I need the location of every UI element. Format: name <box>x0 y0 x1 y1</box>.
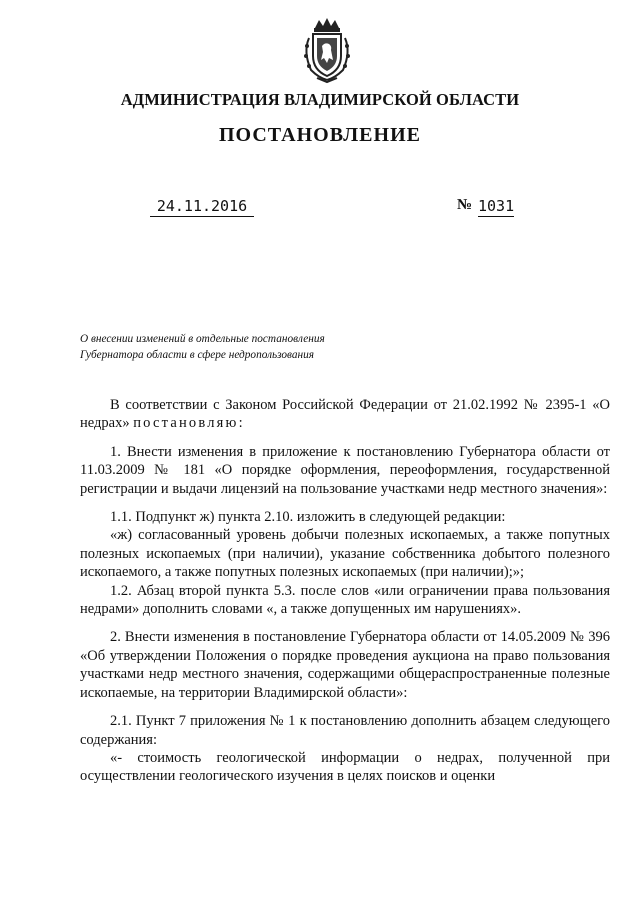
document-date: 24.11.2016 <box>150 197 254 217</box>
preamble-resolve: постановляю <box>133 415 239 432</box>
paragraph-1-2: 1.2. Абзац второй пункта 5.3. после слов «или ограничении права пользования недрами» дополнить словами «, а также допущенных им нарушениях». <box>80 582 610 618</box>
paragraph-2: 2. Внести изменения в постановление Губернатора области от 14.05.2009 № 396 «Об утверждении Положения о порядке проведения аукциона на право пользования участками недр местного значения, содержащими общераспространенные полезные ископаемые, на территории Владимирской области»: <box>80 629 610 701</box>
document-body <box>80 396 610 786</box>
preamble <box>80 396 610 433</box>
paragraph-2-1: 2.1. Пункт 7 приложения № 1 к постановлению дополнить абзацем следующего содержания: <box>80 713 610 748</box>
subject-line-2: Губернатора области в сфере недропользования <box>80 349 315 361</box>
paragraph-1-1-text: «ж) согласованный уровень добычи полезных ископаемых, а также попутных полезных ископаемых (при наличии), указание собственника добытого полезного ископаемого, а также попутных полезных ископаемых (при наличии);»; <box>80 527 610 581</box>
paragraph-1-1: 1.1. Подпункт ж) пункта 2.10. изложить в следующей редакции: <box>110 509 506 526</box>
preamble-text: В соответствии с Законом Российской Федерации от 21.02.1992 № 2395-1 «О недрах» <box>80 397 610 432</box>
organization-name: АДМИНИСТРАЦИЯ ВЛАДИМИРСКОЙ ОБЛАСТИ <box>120 90 520 109</box>
document-type: ПОСТАНОВЛЕНИЕ <box>219 124 421 146</box>
document-subject <box>80 331 400 363</box>
number-label: № <box>457 197 473 213</box>
subject-line-1: О внесении изменений в отдельные постановления <box>80 333 325 345</box>
document-number: 1031 <box>478 197 515 215</box>
preamble-colon: : <box>238 415 243 432</box>
paragraph-2-1-text: «- стоимость геологической информации о недрах, полученной при осуществлении геологического изучения в целях поисков и оценки <box>80 749 610 785</box>
paragraph-1: 1. Внести изменения в приложение к постановлению Губернатора области от 11.03.2009 № 181 «О порядке оформления, переоформления, государственной регистрации и выдачи лицензий на пользование участками недр местного значения»: <box>80 443 610 497</box>
coat-of-arms-icon <box>297 16 357 84</box>
